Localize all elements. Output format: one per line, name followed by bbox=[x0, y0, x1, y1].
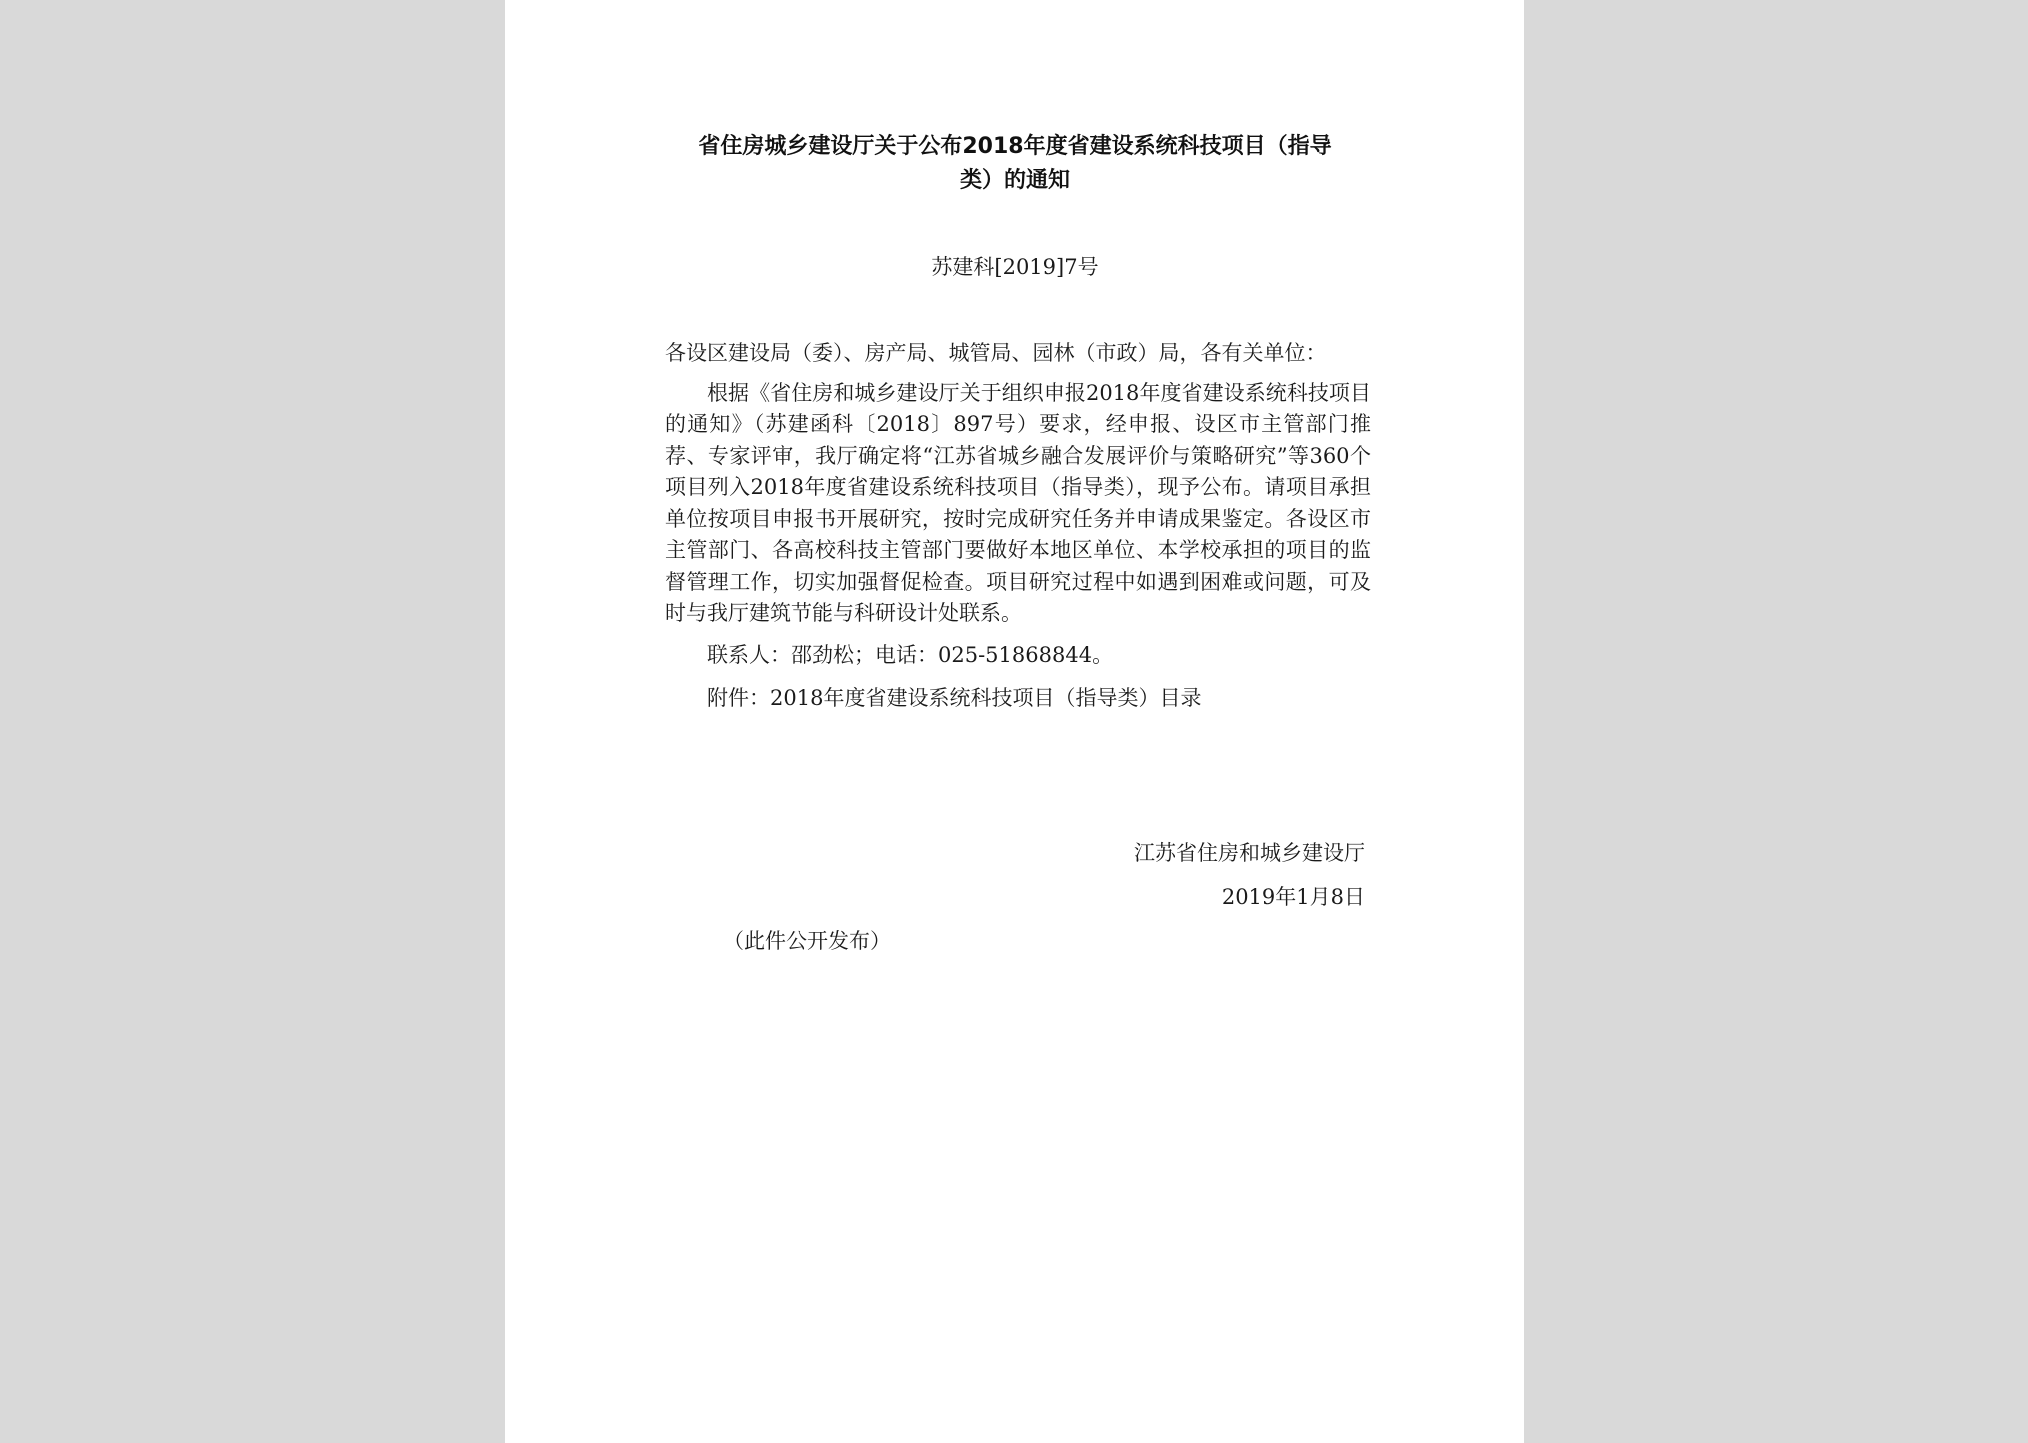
issue-date: 2019年1月8日 bbox=[1221, 885, 1365, 909]
document-number: 苏建科[2019]7号 bbox=[931, 255, 1099, 279]
public-release-note: （此件公开发布） bbox=[723, 929, 891, 953]
issuer-signature: 江苏省住房和城乡建设厅 bbox=[1134, 841, 1365, 865]
title-line-1: 省住房城乡建设厅关于公布2018年度省建设系统科技项目（指导 bbox=[698, 134, 1332, 159]
document-title bbox=[655, 130, 1375, 198]
contact-line: 联系人：邵劲松；电话：025-51868844。 bbox=[707, 642, 1114, 667]
title-line-2: 类）的通知 bbox=[959, 168, 1070, 193]
addressee: 各设区建设局（委）、房产局、城管局、园林（市政）局，各有关单位： bbox=[665, 341, 1327, 365]
document-page bbox=[505, 0, 1524, 1443]
attachment-line: 附件：2018年度省建设系统科技项目（指导类）目录 bbox=[707, 686, 1202, 710]
body-paragraph: 根据《省住房和城乡建设厅关于组织申报2018年度省建设系统科技项目的通知》（苏建函科〔2018〕897号）要求，经申报、设区市主管部门推荐、专家评审，我厅确定将“江苏省城乡融合发展评价与策略研究”等360个项目列入2018年度省建设系统科技项目（指导类），现予公布。请项目承担单位按项目申报书开展研究，按时完成研究任务并申请成果鉴定。各设区市主管部门、各高校科技主管部门要做好本地区单位、本学校承担的项目的监督管理工作，切实加强督促检查。项目研究过程中如遇到困难或问题，可及时与我厅建筑节能与科研设计处联系。 bbox=[665, 380, 1371, 625]
document-body bbox=[665, 338, 1371, 715]
